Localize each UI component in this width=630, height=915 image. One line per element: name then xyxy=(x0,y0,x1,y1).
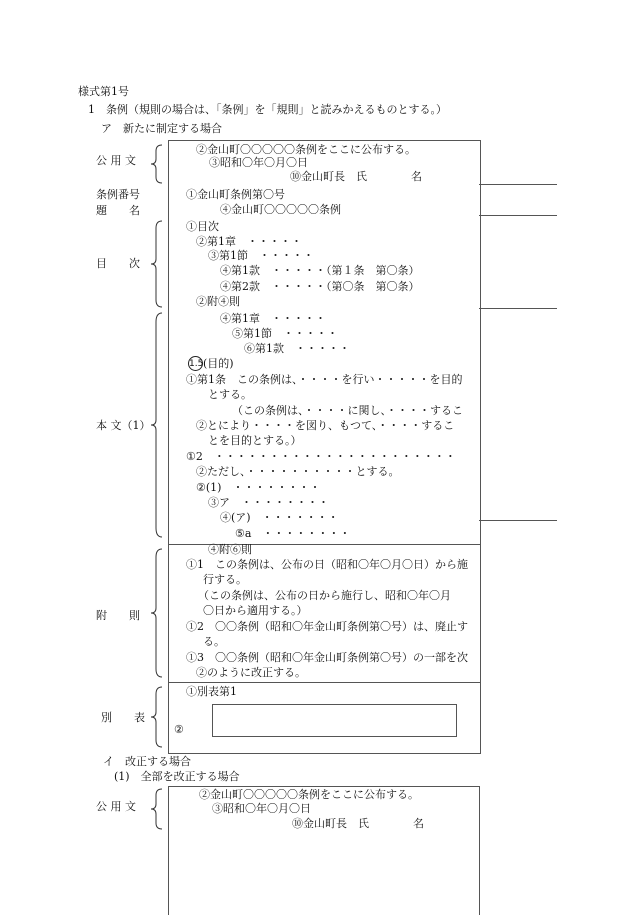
body-line: ③ア ・・・・・・・・ xyxy=(208,496,329,509)
fusoku-line: ④附⑥則 xyxy=(208,543,252,556)
label-fusoku: 附 則 xyxy=(96,609,140,622)
kobun2-line: ③昭和〇年〇月〇日 xyxy=(212,802,311,815)
fusoku-line: ①1 この条例は、公布の日（昭和〇年〇月〇日）から施 xyxy=(186,558,468,571)
label-jorei-bango: 条例番号 xyxy=(96,188,140,201)
body-line: とを目的とする。） xyxy=(208,434,302,447)
beppyo-line: ①別表第1 xyxy=(186,685,237,698)
label-honbun: 本 文（1） xyxy=(96,419,151,432)
body-line: ④(ア) ・・・・・・・ xyxy=(220,511,339,524)
body-line: ⑥第1款 ・・・・・ xyxy=(244,342,350,355)
margin-line xyxy=(479,184,557,185)
fusoku-line: （この条例は、公布の日から施行し、昭和〇年〇月 xyxy=(198,589,451,602)
body-line: ②ただし、・・・・・・・・・・とする。 xyxy=(196,465,400,478)
kobun-line: ③昭和〇年〇月〇日 xyxy=(209,156,308,169)
kobun2-line: ⑩金山町長 氏 名 xyxy=(292,817,424,830)
beppyo-line: ② xyxy=(174,723,184,736)
body-line: ②とにより・・・・を図り、もつて、・・・・するこ xyxy=(196,419,455,432)
circled-mark: 1.5 xyxy=(188,356,203,371)
section-divider xyxy=(168,682,480,683)
toc-line: ①目次 xyxy=(186,220,219,233)
fusoku-line: 〇日から適用する。） xyxy=(203,604,308,617)
frame-2-right xyxy=(479,786,480,915)
section-b-title: イ 改正する場合 xyxy=(103,755,191,768)
frame-2-left xyxy=(168,786,169,915)
brace-mokuji xyxy=(150,220,164,308)
beppyo-table-box xyxy=(212,704,457,737)
brace-beppyo xyxy=(150,686,164,748)
form-number: 様式第1号 xyxy=(78,85,129,98)
toc-line: ②附④則 xyxy=(196,295,240,308)
section-1-title: 1 条例（規則の場合は、「条例」を「規則」と読みかえるものとする。） xyxy=(88,103,447,116)
body-line: ①2 ・・・・・・・・・・・・・・・・・・・・・・ xyxy=(186,450,456,463)
margin-line xyxy=(479,215,557,216)
brace-honbun xyxy=(150,312,164,538)
brace-kobun xyxy=(150,144,164,184)
body-line: ①第1条 この条例は、・・・・を行い・・・・・を目的 xyxy=(186,373,463,386)
margin-line xyxy=(479,520,557,521)
fusoku-line: ①3 〇〇条例（昭和〇年金山町条例第〇号）の一部を次 xyxy=(186,651,468,664)
body-line: （この条例は、・・・・に関し、・・・・するこ xyxy=(232,404,463,417)
kobun2-line: ②金山町〇〇〇〇〇条例をここに公布する。 xyxy=(199,788,419,801)
label-kobun-2: 公 用 文 xyxy=(96,800,136,813)
margin-line xyxy=(479,308,557,309)
body-line: (目的) xyxy=(203,357,234,370)
toc-line: ④第1款 ・・・・・（第１条 第〇条） xyxy=(220,264,420,277)
fusoku-line: る。 xyxy=(203,635,225,648)
fusoku-line: 行する。 xyxy=(203,573,247,586)
frame-2-top xyxy=(168,786,480,787)
toc-line: ④第2款 ・・・・・（第〇条 第〇条） xyxy=(220,280,420,293)
body-line: ②(1) ・・・・・・・・ xyxy=(196,481,321,494)
fusoku-line: ①2 〇〇条例（昭和〇年金山町条例第〇号）は、廃止す xyxy=(186,620,468,633)
kobun-line: ②金山町〇〇〇〇〇条例をここに公布する。 xyxy=(196,143,416,156)
label-beppyo: 別 表 xyxy=(101,711,145,724)
body-line: ④第1章 ・・・・・ xyxy=(220,312,326,325)
section-b-sub: (1) 全部を改正する場合 xyxy=(114,770,240,783)
number-line: ①金山町条例第〇号 xyxy=(186,188,285,201)
body-line: とする。 xyxy=(208,388,252,401)
kobun-line: ⑩金山町長 氏 名 xyxy=(290,170,422,183)
body-line: ⑤第1節 ・・・・・ xyxy=(232,327,338,340)
body-line: ⑤a ・・・・・・・・ xyxy=(235,527,351,540)
toc-line: ②第1章 ・・・・・ xyxy=(196,235,302,248)
title-line: ④金山町〇〇〇〇〇条例 xyxy=(220,203,341,216)
fusoku-line: ②のように改正する。 xyxy=(196,666,306,679)
brace-fusoku xyxy=(150,548,164,678)
label-daimei: 題 名 xyxy=(96,204,140,217)
toc-line: ③第1節 ・・・・・ xyxy=(208,249,314,262)
label-mokuji: 目 次 xyxy=(96,257,140,270)
label-kobun: 公 用 文 xyxy=(96,154,136,167)
section-a-title: ア 新たに制定する場合 xyxy=(101,122,222,135)
brace-kobun-2 xyxy=(150,788,164,830)
